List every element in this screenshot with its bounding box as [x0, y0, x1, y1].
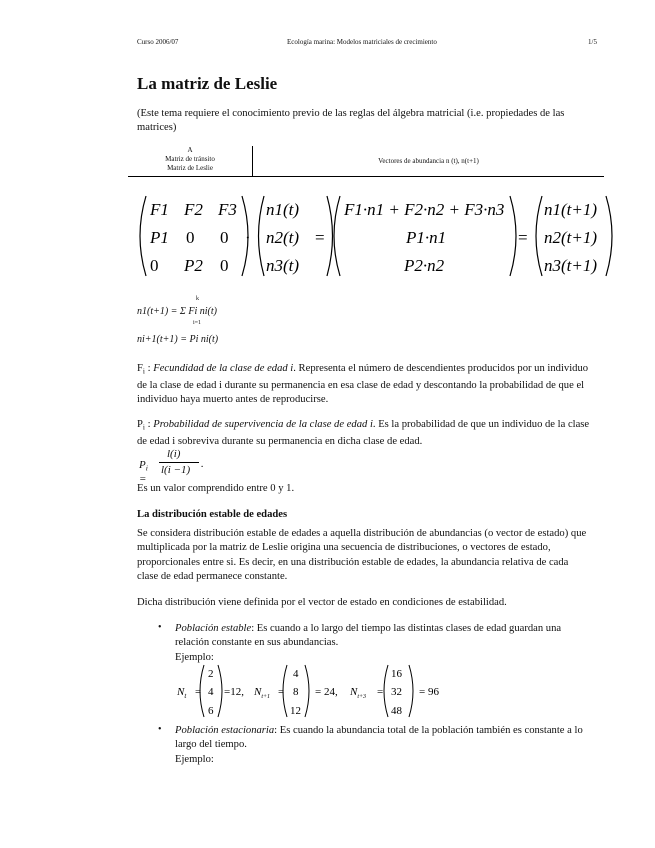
equals-sign-2: = — [518, 228, 528, 247]
notation-table — [128, 146, 604, 176]
range-text: Es un valor comprendido entre 0 y 1. — [137, 483, 295, 494]
v2-cell: 12 — [290, 705, 301, 717]
table-col1-line3: Matriz de Leslie — [167, 164, 213, 172]
sum-lower-limit: i=1 — [193, 320, 202, 326]
bullet-1-text: : Es cuando a lo largo del tiempo las distintas clases de edad guardan una relación constante en sus abundancias. — [175, 623, 562, 649]
v1-cell: 2 — [208, 668, 214, 680]
bullet-2-example-label: Ejemplo: — [175, 753, 214, 765]
bullet-1-term: Población estable — [175, 623, 252, 634]
pi-formula-denominator: l(i −1) — [161, 464, 191, 476]
vector-nt1-cell: n2(t+1) — [544, 228, 598, 247]
period: . — [201, 458, 204, 470]
v1-cell: 4 — [208, 686, 214, 698]
paren-right-nt1 — [606, 196, 612, 276]
v2-cell: 8 — [293, 686, 299, 698]
matrix-cell: F3 — [218, 200, 237, 219]
v3-cell: 48 — [391, 705, 402, 717]
vector-nt-cell: n2(t) — [266, 228, 300, 247]
table-rule — [128, 176, 604, 177]
bullet-dot-1: • — [158, 622, 162, 633]
matrix-cell: F2 — [184, 200, 203, 219]
fi-definition: $F_i$ : Fecundidad de la clase de edad i. Representa el número de descendientes producidos por un individuo de la clase de edad i durante su permanencia en esa clase de edad y descontando la probabilidad de que el individuo haya muerto antes de reproducirse. — [137, 363, 589, 406]
paren-left-mid — [334, 196, 340, 276]
sum-1: =12, — [224, 686, 244, 698]
n-label-1: $N_t$ — [177, 686, 187, 700]
fi-text: . Representa el número de descendientes producidos por un individuo de la clase de edad i durante su permanencia en esa clase de edad y descontando la probabilidad de que el individuo haya muerto antes de reproducirse. — [137, 363, 589, 406]
paren-left-matrix — [140, 196, 146, 276]
sum-2: = 24, — [315, 686, 338, 698]
fi-symbol: F — [137, 363, 143, 374]
equation-ni1: ni+1(t+1) = Pi ni(t) — [137, 334, 219, 345]
sum-upper-limit: k — [196, 296, 199, 302]
sum-3: = 96 — [419, 686, 439, 698]
pi-definition: $P_i$ : Probabilidad de supervivencia de la clase de edad i. Es la probabilidad de que un individuo de la clase de edad i sobreviva durante su permanencia en dicha clase de edad. — [137, 419, 590, 447]
paren-left-nt1 — [536, 196, 542, 276]
v3-cell: 32 — [391, 686, 402, 698]
matrix-cell: F1 — [150, 200, 169, 219]
result-cell: P2·n2 — [404, 256, 445, 275]
dot-operator: · — [245, 228, 251, 247]
table-col1 — [128, 146, 252, 173]
v3-cell: 16 — [391, 668, 402, 680]
header-left: Curso 2006/07 — [137, 38, 179, 46]
v2-cell: 4 — [293, 668, 299, 680]
v1-cell: 6 — [208, 705, 214, 717]
equals: = — [377, 686, 384, 698]
matrix-cell: P1 — [150, 228, 169, 247]
fraction-bar — [159, 462, 199, 463]
n-label-2: $N_{t+1}$ — [254, 686, 271, 700]
fi-sub: i — [142, 366, 145, 376]
matrix-cell: 0 — [220, 228, 229, 247]
example-stable-population — [174, 663, 474, 721]
paren-left-nt — [259, 196, 265, 276]
table-col1-line1: A — [187, 146, 193, 154]
vector-nt1-cell: n3(t+1) — [544, 256, 598, 275]
table-col1-line2: Matriz de tránsito — [165, 155, 215, 163]
bullet-dot-2: • — [158, 724, 162, 735]
paren-right-mid — [510, 196, 516, 276]
matrix-cell: P2 — [184, 256, 203, 275]
fi-term: Fecundidad de la clase de edad i — [153, 363, 294, 374]
bullet-2-term: Población estacionaria — [175, 725, 275, 736]
pi-term: Probabilidad de supervivencia de la clase de edad i — [153, 419, 373, 430]
equals-sign-1: = — [315, 228, 325, 247]
pi-sub: i — [142, 422, 145, 432]
section-paragraph-2: Dicha distribución viene definida por el vector de estado en condiciones de estabilidad. — [137, 597, 507, 608]
pi-text: . Es la probabilidad de que un individuo de la clase de edad i sobreviva durante su permanencia en dicha clase de edad. — [137, 419, 590, 447]
result-cell: P1·n1 — [406, 228, 447, 247]
section-title: La distribución estable de edades — [137, 509, 288, 520]
matrix-cell: 0 — [186, 228, 195, 247]
pi-formula-lhs: $P_i$ = — [139, 459, 148, 485]
pi-symbol: P — [137, 419, 143, 430]
leslie-matrix-equation — [132, 190, 622, 282]
equation-n1: n1(t+1) = Σ Fi ni(t) — [137, 306, 217, 317]
paren-right-nt — [327, 196, 333, 276]
bullet-item-2 — [175, 724, 590, 767]
pi-formula-numerator: l(i) — [167, 448, 181, 460]
bullet-1-example-label: Ejemplo: — [175, 651, 214, 663]
header-page-number: 1/5 — [588, 38, 597, 46]
bullet-2-text: : Es cuando la abundancia total de la población también es constante a lo largo del tiempo. — [175, 725, 583, 751]
vector-nt-cell: n3(t) — [266, 256, 300, 275]
result-cell: F1·n1 + F2·n2 + F3·n3 — [344, 200, 505, 219]
vector-nt-cell: n1(t) — [266, 200, 300, 219]
section-paragraph-1: Se considera distribución estable de edades a aquella distribución de abundancias (o vector de estado) que multiplicada por la matriz de Leslie origina una secuencia de distribuciones, o vectores de estado, proporcionales entre si. Es decir, en una distribución estable de edades, la abundancia relativa de cada clase de edad permanece constante. — [137, 528, 587, 582]
n-label-3: $N_{t+3}$ — [350, 686, 367, 700]
equals: = — [195, 686, 202, 698]
matrix-cell: 0 — [150, 256, 159, 275]
header-center: Ecología marina: Modelos matriciales de crecimiento — [287, 38, 437, 46]
matrix-cell: 0 — [220, 256, 229, 275]
vector-nt1-cell: n1(t+1) — [544, 200, 598, 219]
intro-paragraph: (Este tema requiere el conocimiento previo de las reglas del álgebra matricial (i.e. propiedades de las matrices) — [137, 108, 565, 134]
bullet-item-1 — [175, 622, 590, 665]
table-col2: Vectores de abundancia n (t), n(t+1) — [378, 157, 479, 165]
equals: = — [278, 686, 285, 698]
page-title: La matriz de Leslie — [137, 74, 278, 93]
